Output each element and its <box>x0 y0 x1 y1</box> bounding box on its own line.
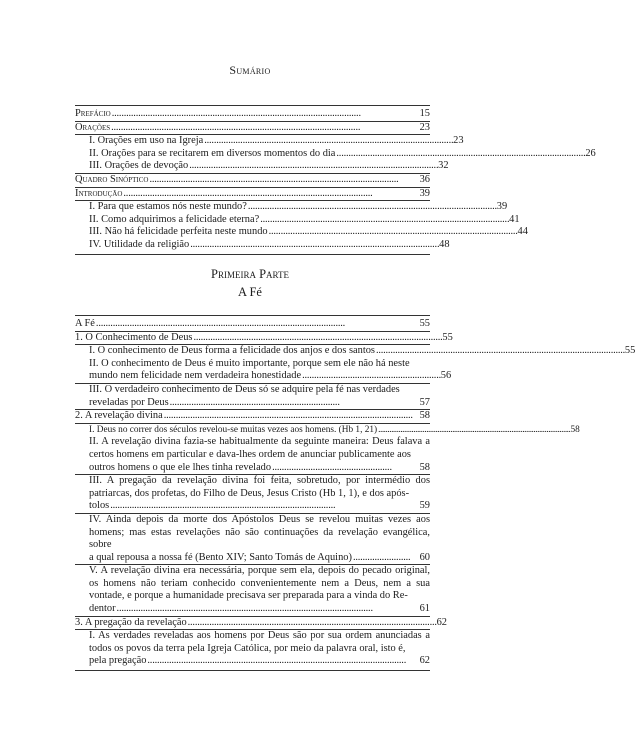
toc-page-number: 58 <box>419 461 430 473</box>
toc-entry-label: III. Não há felicidade perfeita neste mundo <box>89 226 268 238</box>
toc-page-number: 44 <box>517 226 528 238</box>
toc-page-number: 55 <box>442 331 453 343</box>
toc-entry-text: III. A pregação da revelação divina foi feita, sobretudo, por intermédio dos patriarcas, dos profetas, do Filho de Deus, Jesus Cristo (Hb 1, 1), e dos após- <box>89 475 430 499</box>
toc-entry-text: IV. Ainda depois da morte dos Apóstolos Deus se revelou muitas vezes aos homens; mas estas revelações não são continuações da revelação evangélica, sobre <box>89 513 430 551</box>
toc-subentry[interactable] <box>75 345 635 358</box>
toc-entry-introducao[interactable] <box>75 188 430 201</box>
toc-entry-label: II. Como adquirimos a felicidade eterna? <box>89 213 260 225</box>
toc-subentry[interactable] <box>75 201 508 214</box>
toc-page-number: 41 <box>509 213 520 225</box>
toc-entry-text: II. O conhecimento de Deus é muito importante, porque sem ele não há neste <box>89 357 410 369</box>
toc-entry-label: IV. Utilidade da religião <box>89 238 190 250</box>
toc-entry-text: I. As verdades reveladas aos homens por Deus são por sua ordem anunciadas a todos os povos da terra pela Igreja Católica, por meio da palavra oral, isto é, <box>89 630 430 654</box>
toc-entry-quadro[interactable] <box>75 174 430 187</box>
toc-entry-label: Introdução <box>75 187 123 199</box>
toc-page-number: 62 <box>419 655 430 667</box>
toc-page-number: 60 <box>419 551 430 563</box>
toc-entry-label: Quadro Sinóptico <box>75 173 149 185</box>
toc-entry-text-end: dentor <box>89 603 116 615</box>
toc-page-number: 48 <box>439 238 450 250</box>
page-title: Sumário <box>229 63 271 77</box>
toc-entry-label: A Fé <box>75 318 95 329</box>
toc-page-number: 15 <box>419 108 430 119</box>
toc-entry-text: II. A revelação divina fazia-se habitualmente da seguinte maneira: Deus falava a certos homens em particular e dava-lhes ordem de anunciar publicamente aos <box>89 436 430 460</box>
toc-subentry[interactable] <box>75 213 520 227</box>
toc-page-number: 58 <box>419 410 430 422</box>
toc-section-1[interactable] <box>75 331 453 345</box>
part-subtitle: A Fé <box>238 285 262 299</box>
toc-entry-text-end: outros homens o que ele lhes tinha revelado <box>89 461 272 473</box>
toc-entry-text: V. A revelação divina era necessária, porque sem ela, depois do pecado original, os homens não teriam conhecido convenientemente nem a Deus, nem a sua vontade, e porque a humanidade precisava ser preparada para a vinda do Re- <box>89 565 430 602</box>
toc-page-number: 61 <box>419 603 430 615</box>
toc-subentry[interactable] <box>75 147 596 161</box>
toc-front-matter <box>75 105 596 255</box>
toc-entry-text-end: reveladas por Deus <box>89 396 169 408</box>
part-title: Primeira Parte <box>211 267 289 281</box>
toc-subentry[interactable]: III. A pregação da revelação divina foi feita, sobretudo, por intermédio dos patriarcas, dos profetas, do Filho de Deus, Jesus Cristo (Hb 1, 1), e dos após- tolos . . . . . . . . . . . . . . . . . . . . . . . . . . . . . . . . . . . . . . . . . . . . . . . . . . . . . . . . . . . . . . . . . . . . . . . . . . . . . . . . . . . . . . . . . . . . . . 59 <box>89 475 430 512</box>
toc-entry-text-end: tolos <box>89 500 110 512</box>
toc-page-number: 23 <box>453 135 464 147</box>
toc-page-number: 58 <box>570 424 580 435</box>
toc-page-number: 62 <box>436 616 447 628</box>
toc-entry-text-end: pela pregação <box>89 655 147 667</box>
toc-page-number: 32 <box>438 160 449 172</box>
toc-section-3[interactable] <box>75 616 447 630</box>
toc-entry-label: I. O conhecimento de Deus forma a felicidade dos anjos e dos santos <box>89 345 375 357</box>
toc-page-number: 39 <box>496 201 508 213</box>
toc-part-one <box>75 315 635 671</box>
toc-subentry[interactable] <box>75 238 450 252</box>
toc-entry-prefacio[interactable] <box>75 108 430 121</box>
toc-entry-oracoes[interactable] <box>75 122 430 135</box>
toc-subentry[interactable]: III. O verdadeiro conhecimento de Deus só se adquire pela fé nas verdades reveladas por Deus . . . . . . . . . . . . . . . . . . . . . . . . . . . . . . . . . . . . . . . . . . . . . . . . . . . . . . . . . . . . . . . . . . . . . . . 57 <box>89 383 430 408</box>
toc-entry-label: 3. A pregação da revelação <box>75 616 187 628</box>
toc-entry-text-end: mundo nem felicidade nem verdadeira honestidade <box>89 370 302 382</box>
toc-entry-label: II. Orações para se recitarem em diversos momentos do dia <box>89 147 336 159</box>
toc-subentry[interactable] <box>75 135 464 148</box>
toc-entry-text-end: a qual repousa a nossa fé (Bento XIV; Santo Tomás de Aquino) <box>89 551 352 563</box>
toc-subentry[interactable] <box>75 424 580 437</box>
toc-subentry[interactable]: II. O conhecimento de Deus é muito importante, porque sem ele não há neste mundo nem felicidade nem verdadeira honestidade . . . . . . . . . . . . . . . . . . . . . . . . . . . . . . . . . . . . . . . . . . . . . . . . . . . . . . . . . . 56 <box>89 357 452 382</box>
toc-page-number: 59 <box>419 500 430 512</box>
toc-page-number: 36 <box>419 173 430 185</box>
toc-entry-label: 2. A revelação divina <box>75 410 163 422</box>
toc-entry-label: Prefácio <box>75 108 111 119</box>
toc-entry-label: I. Orações em uso na Igreja <box>89 135 204 147</box>
toc-page-number: 55 <box>624 345 635 357</box>
toc-subentry[interactable] <box>75 160 449 173</box>
toc-subentry[interactable]: II. A revelação divina fazia-se habitualmente da seguinte maneira: Deus falava a certos homens em particular e dava-lhes ordem de anunciar publicamente aos outros homens o que ele lhes tinha revelado . . . . . . . . . . . . . . . . . . . . . . . . . . . . . . . . . . . . . . . . . . . . . . . . . . 58 <box>89 436 430 473</box>
toc-subentry[interactable]: I. As verdades reveladas aos homens por Deus são por sua ordem anunciadas a todos os povos da terra pela Igreja Católica, por meio da palavra oral, isto é, pela pregação . . . . . . . . . . . . . . . . . . . . . . . . . . . . . . . . . . . . . . . . . . . . . . . . . . . . . . . . . . . . . . . . . . . . . . . . . . . . . . . . . . . . . . . . . . . . . . . . . . . . . . . . . . . . 62 <box>89 630 430 667</box>
toc-entry-label: I. Deus no correr dos séculos revelou-se muitas vezes aos homens. (Hb 1, 21) <box>89 424 378 435</box>
toc-entry-text: III. O verdadeiro conhecimento de Deus só se adquire pela fé nas verdades <box>89 383 400 395</box>
toc-entry-label: III. Orações de devoção <box>89 160 189 172</box>
toc-entry-a-fe[interactable] <box>75 318 430 331</box>
toc-section-2[interactable] <box>75 410 430 423</box>
toc-entry-label: 1. O Conhecimento de Deus <box>75 331 193 343</box>
toc-page-number: 23 <box>419 121 430 133</box>
toc-page-number: 55 <box>419 318 430 329</box>
toc-entry-label: I. Para que estamos nós neste mundo? <box>89 201 247 213</box>
toc-entry-label: Orações <box>75 121 111 133</box>
toc-page-number: 56 <box>440 370 452 382</box>
toc-page-number: 57 <box>419 396 430 408</box>
toc-page-number: 26 <box>585 147 596 159</box>
toc-subentry[interactable]: V. A revelação divina era necessária, porque sem ela, depois do pecado original, os homens não teriam conhecido convenientemente nem a Deus, nem a sua vontade, e porque a humanidade precisava ser preparada para a vinda do Re- dentor . . . . . . . . . . . . . . . . . . . . . . . . . . . . . . . . . . . . . . . . . . . . . . . . . . . . . . . . . . . . . . . . . . . . . . . . . . . . . . . . . . . . . . . . . . . . . . . . . . . . . . . . . . . 61 <box>89 565 430 615</box>
toc-page-number: 39 <box>419 187 430 199</box>
toc-subentry[interactable]: IV. Ainda depois da morte dos Apóstolos Deus se revelou muitas vezes aos homens; mas estas revelações não são continuações da revelação evangélica, sobre a qual repousa a nossa fé (Bento XIV; Santo Tomás de Aquino) . . . . . . . . . . . . . . . . . . . . . . . . 60 <box>89 513 430 563</box>
toc-subentry[interactable] <box>75 226 528 239</box>
